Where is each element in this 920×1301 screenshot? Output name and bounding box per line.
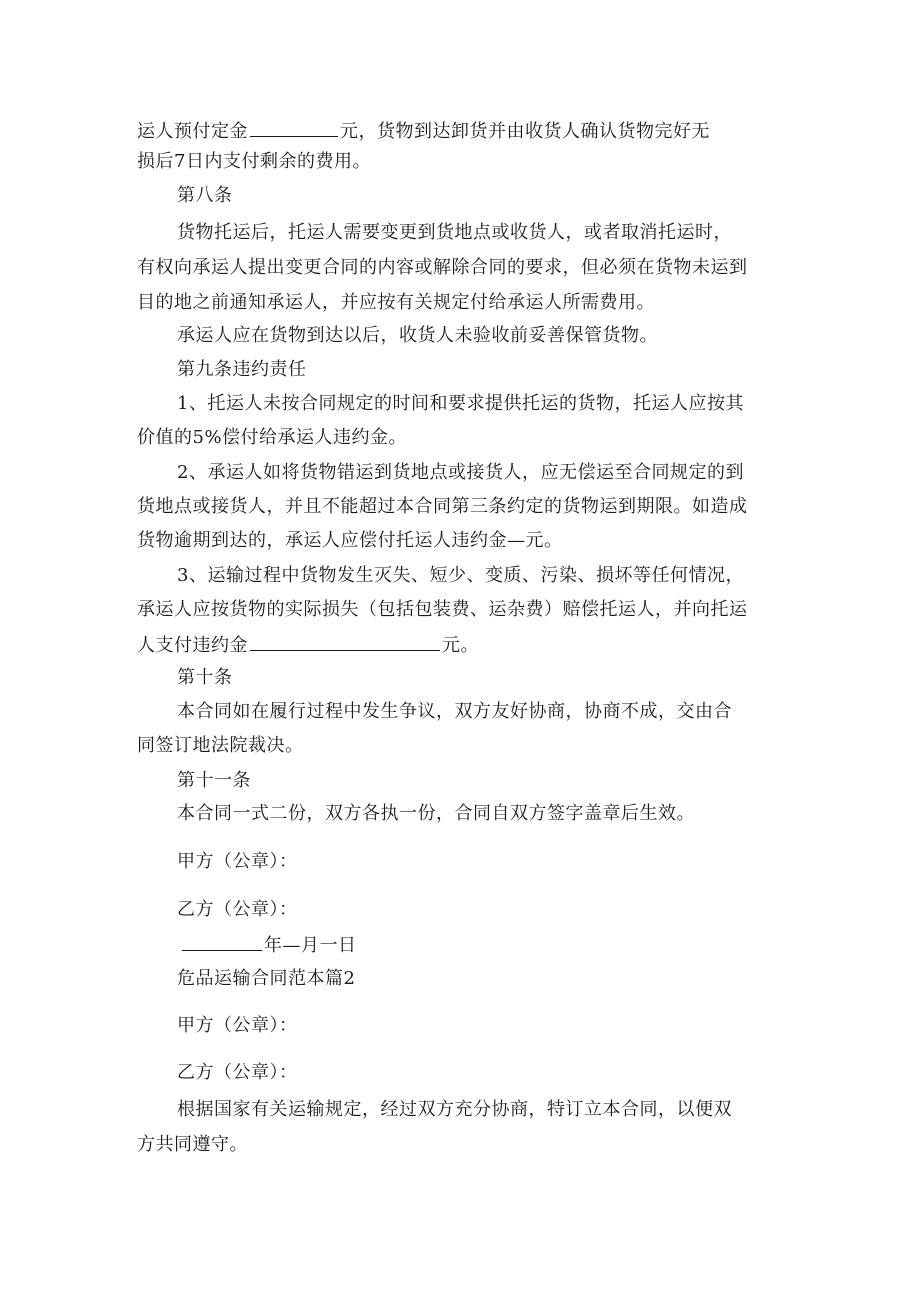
text-line: 货物托运后，托运人需要变更到货地点或收货人，或者取消托运时， bbox=[177, 222, 732, 243]
text-segment: 元，货物到达卸货并由收货人确认货物完好无 bbox=[340, 121, 710, 142]
text-line: 损后7日内支付剩余的费用。 bbox=[137, 151, 371, 172]
text-line: 承运人应按货物的实际损失（包括包装费、运杂费）赔偿托运人，并向托运 bbox=[137, 599, 748, 620]
article-heading: 第八条 bbox=[177, 185, 233, 206]
signature-party-a: 甲方（公章）： bbox=[177, 851, 298, 872]
text-line: 承运人应在货物到达以后，收货人未验收前妥善保管货物。 bbox=[177, 325, 658, 346]
text-line: 本合同如在履行过程中发生争议，双方友好协商，协商不成，交由合 bbox=[177, 701, 732, 722]
text-line bbox=[137, 118, 710, 144]
text-line: 本合同一式二份，双方各执一份，合同自双方签字盖章后生效。 bbox=[177, 803, 695, 824]
text-segment: 年—月一日 bbox=[264, 935, 357, 956]
text-line: 目的地之前通知承运人，并应按有关规定付给承运人所需费用。 bbox=[137, 292, 655, 313]
text-line: 价值的5%偿付给承运人违约金。 bbox=[137, 427, 408, 448]
signature-party-b: 乙方（公章）： bbox=[177, 1062, 298, 1083]
text-line: 1、托运人未按合同规定的时间和要求提供托运的货物，托运人应按其 bbox=[177, 393, 744, 414]
text-line: 有权向承运人提出变更合同的内容或解除合同的要求，但必须在货物未运到 bbox=[137, 257, 748, 278]
text-segment: 运人预付定金 bbox=[137, 121, 248, 142]
signature-party-b: 乙方（公章）： bbox=[177, 899, 298, 920]
text-line: 货物逾期到达的，承运人应偿付托运人违约金—元。 bbox=[137, 530, 563, 551]
text-segment: 元。 bbox=[442, 635, 479, 656]
article-heading: 第十一条 bbox=[177, 770, 251, 791]
text-line bbox=[137, 632, 479, 658]
fill-in-blank bbox=[250, 632, 440, 651]
signature-party-a: 甲方（公章）： bbox=[177, 1015, 298, 1036]
text-line: 货地点或接货人，并且不能超过本合同第三条约定的货物运到期限。如造成 bbox=[137, 496, 748, 517]
text-line: 根据国家有关运输规定，经过双方充分协商，特订立本合同，以便双 bbox=[177, 1099, 732, 1120]
date-line bbox=[180, 932, 357, 958]
section-title: 危品运输合同范本篇2 bbox=[177, 968, 356, 989]
text-line: 同签订地法院裁决。 bbox=[137, 735, 304, 756]
text-line: 2、承运人如将货物错运到货地点或接货人，应无偿运至合同规定的到 bbox=[177, 462, 744, 483]
fill-in-blank bbox=[250, 118, 338, 137]
text-segment: 人支付违约金 bbox=[137, 635, 248, 656]
text-line: 方共同遵守。 bbox=[137, 1134, 248, 1155]
article-heading: 第九条违约责任 bbox=[177, 359, 307, 380]
article-heading: 第十条 bbox=[177, 667, 233, 688]
text-line: 3、运输过程中货物发生灭失、短少、变质、污染、损坏等任何情况， bbox=[177, 565, 744, 586]
fill-in-blank bbox=[182, 932, 262, 951]
